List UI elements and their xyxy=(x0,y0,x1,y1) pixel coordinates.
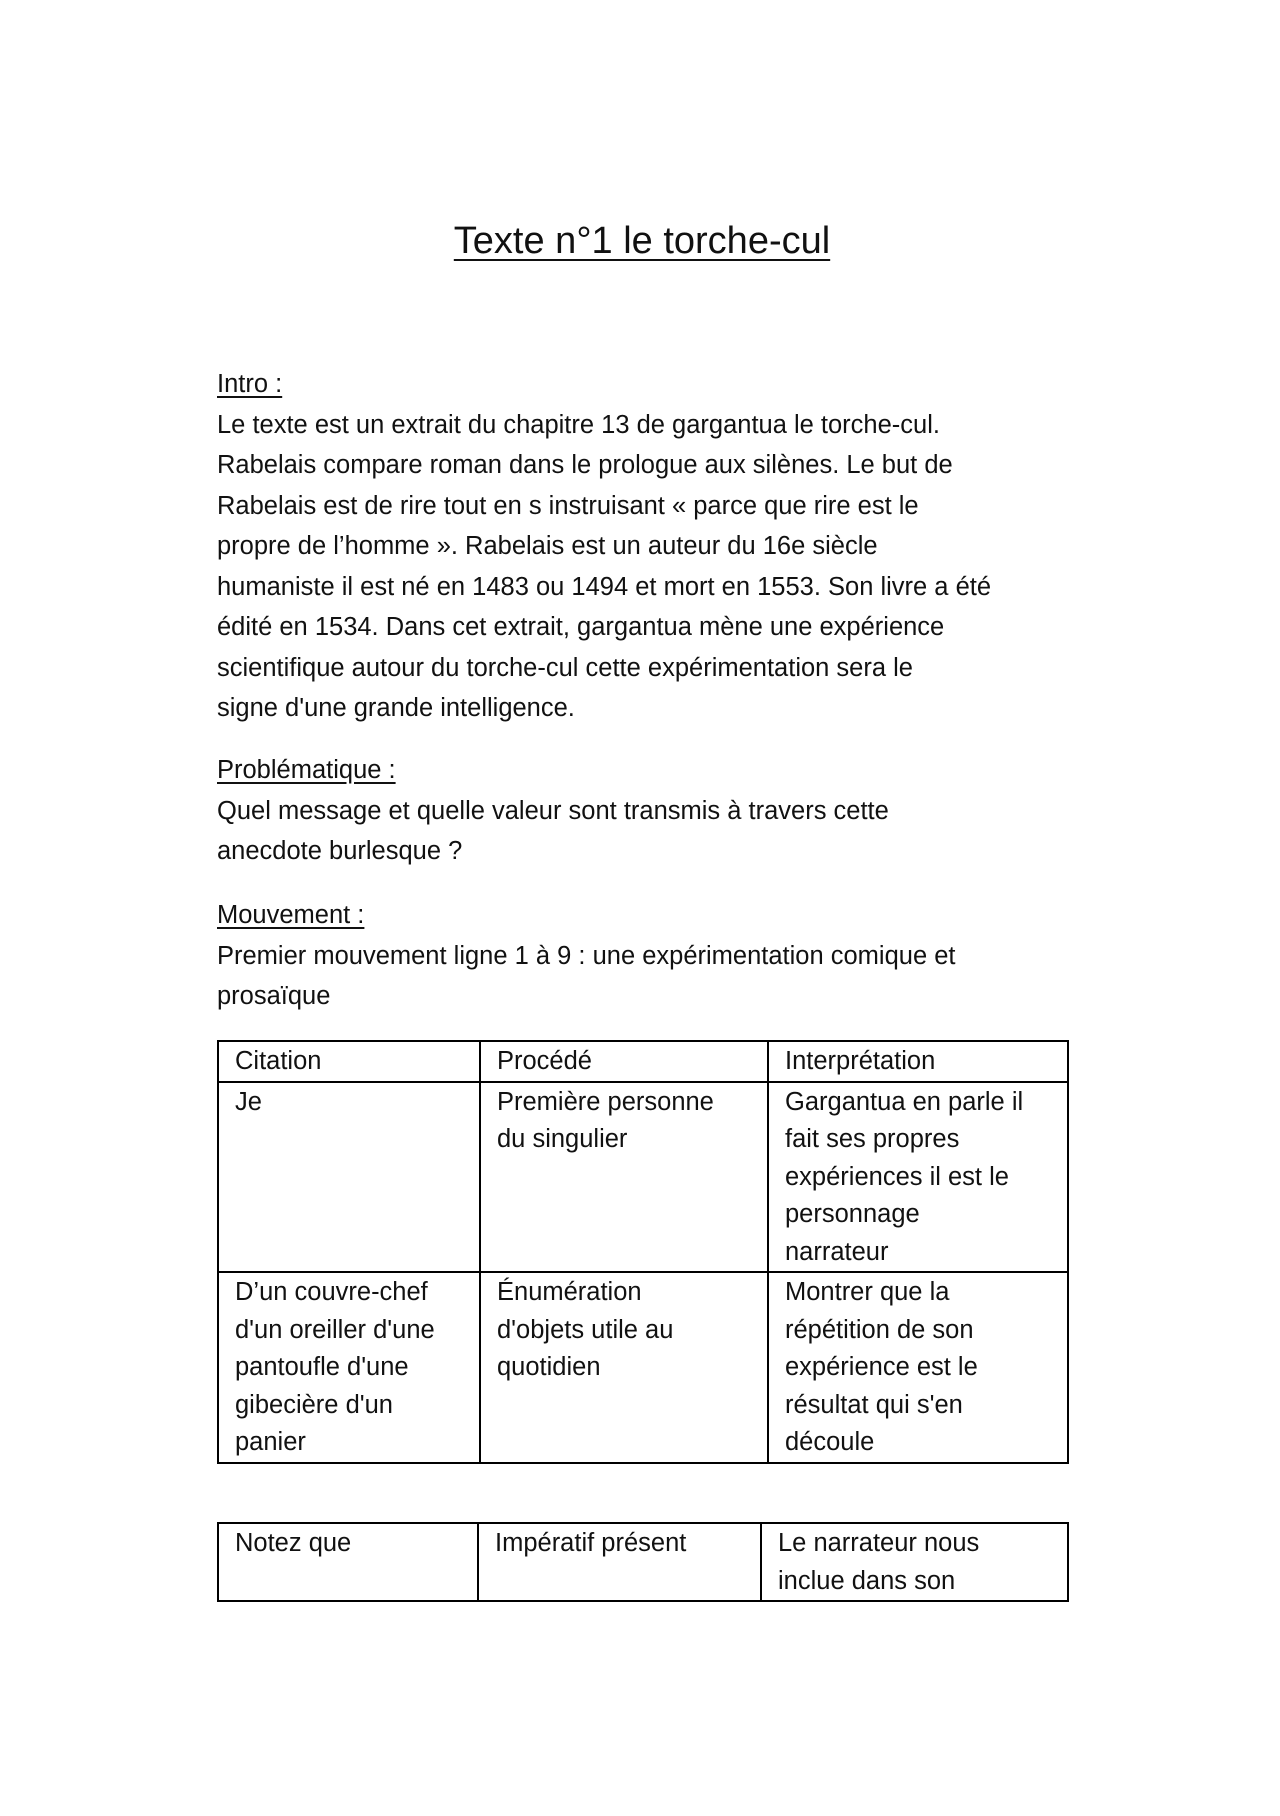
intro-line: Rabelais est de rire tout en s instruisant « parce que rire est le xyxy=(217,491,919,520)
table-header-cell: Procédé xyxy=(480,1041,768,1082)
cell-line: d'un oreiller d'une xyxy=(235,1315,435,1344)
problematique-line: Quel message et quelle valeur sont transmis à travers cette xyxy=(217,796,889,825)
cell-line: Montrer que la xyxy=(785,1278,950,1306)
cell-line: résultat qui s'en xyxy=(785,1390,963,1419)
table-cell xyxy=(478,1523,761,1601)
analysis-table-continued xyxy=(217,1522,1069,1602)
mouvement-section xyxy=(217,895,1067,1017)
problematique-section xyxy=(217,750,1067,872)
document-title: Texte n°1 le torche-cul xyxy=(453,220,831,262)
table-header-row xyxy=(218,1041,1068,1082)
table-row xyxy=(218,1523,1068,1601)
cell-line: panier xyxy=(235,1428,306,1456)
intro-section xyxy=(217,364,1067,729)
analysis-table xyxy=(217,1040,1069,1464)
cell-line: D’un couvre-chef xyxy=(235,1278,428,1306)
mouvement-heading: Mouvement : xyxy=(217,901,365,929)
cell-line: Première personne xyxy=(497,1087,714,1116)
intro-line: édité en 1534. Dans cet extrait, gargantua mène une expérience xyxy=(217,613,945,641)
intro-line: humaniste il est né en 1483 ou 1494 et mort en 1553. Son livre a été xyxy=(217,572,992,601)
table-cell xyxy=(761,1523,1068,1601)
intro-line: scientifique autour du torche-cul cette expérimentation sera le xyxy=(217,653,913,682)
cell-line: personnage xyxy=(785,1200,920,1228)
table-cell xyxy=(768,1272,1068,1463)
table-cell xyxy=(768,1082,1068,1273)
cell-line: répétition de son xyxy=(785,1315,974,1344)
mouvement-line: Premier mouvement ligne 1 à 9 : une expérimentation comique et xyxy=(217,941,956,970)
table-cell xyxy=(480,1082,768,1273)
table-header-cell: Interprétation xyxy=(768,1041,1068,1082)
cell-line: expérience est le xyxy=(785,1353,978,1381)
table-row xyxy=(218,1272,1068,1463)
table-cell xyxy=(218,1082,480,1273)
problematique-line: anecdote burlesque ? xyxy=(217,837,463,865)
cell-line: du singulier xyxy=(497,1125,628,1153)
problematique-heading: Problématique : xyxy=(217,756,396,784)
cell-line: Gargantua en parle il xyxy=(785,1087,1024,1116)
intro-heading: Intro : xyxy=(217,370,283,398)
cell-line: d'objets utile au xyxy=(497,1315,674,1344)
cell-line: découle xyxy=(785,1428,875,1456)
table-cell xyxy=(218,1272,480,1463)
cell-line: fait ses propres xyxy=(785,1125,960,1153)
intro-line: signe d'une grande intelligence. xyxy=(217,694,575,722)
cell-line: Le narrateur nous xyxy=(778,1529,980,1557)
table-header-cell: Citation xyxy=(218,1041,480,1082)
intro-line: Rabelais compare roman dans le prologue aux silènes. Le but de xyxy=(217,451,953,479)
table-cell xyxy=(480,1272,768,1463)
mouvement-line: prosaïque xyxy=(217,982,331,1010)
cell-line: Énumération xyxy=(497,1278,642,1306)
table-cell xyxy=(218,1523,478,1601)
table-row xyxy=(218,1082,1068,1273)
cell-line: gibecière d'un xyxy=(235,1390,393,1419)
cell-line: Je xyxy=(235,1087,262,1116)
cell-line: Notez que xyxy=(235,1529,352,1557)
cell-line: Impératif présent xyxy=(495,1529,687,1557)
intro-line: Le texte est un extrait du chapitre 13 de gargantua le torche-cul. xyxy=(217,410,940,439)
intro-line: propre de l’homme ». Rabelais est un auteur du 16e siècle xyxy=(217,532,878,560)
cell-line: narrateur xyxy=(785,1237,889,1266)
cell-line: inclue dans son xyxy=(778,1566,956,1595)
cell-line: expériences il est le xyxy=(785,1162,1009,1191)
cell-line: pantoufle d'une xyxy=(235,1353,409,1381)
cell-line: quotidien xyxy=(497,1353,601,1381)
